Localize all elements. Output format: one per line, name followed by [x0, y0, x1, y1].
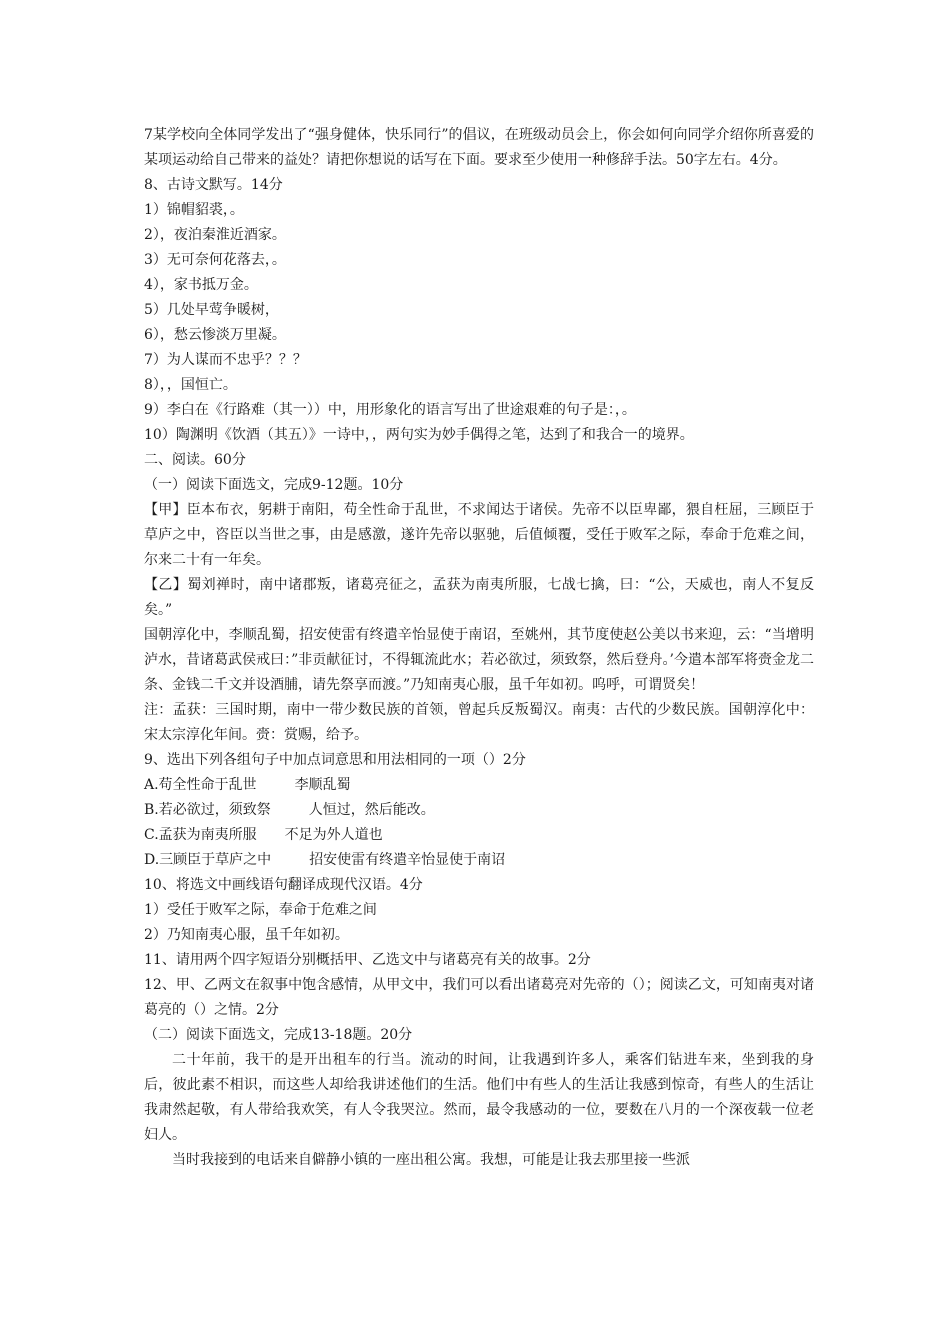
option-c: [144, 823, 814, 848]
question-10-item-2: 2）乃知南夷心服，虽千年如初。: [144, 927, 349, 943]
passage-yi-2: 国朝淳化中，李顺乱蜀，招安使雷有终遣辛怡显使于南诏，至姚州，其节度使赵公美以书来迎，云：“当增明泸水，昔诸葛武侯戒曰：”非贡献征讨，不得辄流此水；若必欲过，须致祭，然后登舟。’今遣本部军将赍金龙二条、金钱二千文并设酒脯，请先祭享而渡。”乃知南夷心服，虽千年如初。呜呼，可谓贤矣！: [144, 627, 814, 693]
option-d-right: 招安使雷有终遣辛怡显使于南诏: [309, 852, 506, 868]
question-12: 12、甲、乙两文在叙事中饱含感情，从甲文中，我们可以看出诸葛亮对先帝的（）；阅读乙文，可知南夷对诸葛亮的（）之情。2分: [144, 977, 814, 1018]
question-8-title: 8、古诗文默写。14分: [144, 177, 283, 193]
poem-item-4: 4），家书抵万金。: [144, 277, 258, 293]
poem-item-5: 5）几处早莺争暖树，: [144, 302, 279, 318]
poem-item-2: 2），夜泊秦淮近酒家。: [144, 227, 286, 243]
option-c-left: C.孟获为南夷所服: [144, 827, 257, 843]
question-10-item-1: 1）受任于败军之际，奉命于危难之间: [144, 902, 377, 918]
option-b-right: 人恒过，然后能改。: [308, 802, 435, 818]
poem-item-6: 6），愁云惨淡万里凝。: [144, 327, 286, 343]
poem-item-9: 9）李白在《行路难（其一））中，用形象化的语言写出了世途艰难的句子是：，。: [144, 402, 636, 418]
passage-yi-1: 【乙】蜀刘禅时，南中诸郡叛，诸葛亮征之，孟获为南夷所服，七战七擒，曰：“公，天威也，南人不复反矣。”: [144, 577, 814, 618]
part-2-title: （二）阅读下面选文，完成13-18题。20分: [144, 1027, 413, 1043]
question-7: 7某学校向全体同学发出了“强身健体，快乐同行”的倡议，在班级动员会上，你会如何向同学介绍你所喜爱的某项运动给自己带来的益处？请把你想说的话写在下面。要求至少使用一种修辞手法。50字左右。4分。: [144, 127, 814, 168]
option-a-left: A.苟全性命于乱世: [144, 777, 257, 793]
part-1-title: （一）阅读下面选文，完成9-12题。10分: [144, 477, 404, 493]
option-b-left: B.若必欲过，须致祭: [144, 802, 271, 818]
poem-item-8: 8），，国恒亡。: [144, 377, 237, 393]
document-page: [144, 123, 814, 1173]
passage-jia: 【甲】臣本布衣，躬耕于南阳，苟全性命于乱世，不求闻达于诸侯。先帝不以臣卑鄙，猥自枉屈，三顾臣于草庐之中，咨臣以当世之事，由是感激，遂许先帝以驱驰，后值倾覆，受任于败军之际，奉命于危难之间，尔来二十有一年矣。: [144, 502, 814, 568]
option-c-right: 不足为外人道也: [284, 827, 383, 843]
poem-item-10: 10）陶渊明《饮酒（其五）》一诗中，，两句实为妙手偶得之笔，达到了和我合一的境界。: [144, 427, 694, 443]
story-paragraph-1: 二十年前，我干的是开出租车的行当。流动的时间，让我遇到许多人，乘客们钻进车来，坐到我的身后，彼此素不相识，而这些人却给我讲述他们的生活。他们中有些人的生活让我感到惊奇，有些人的生活让我肃然起敬，有人带给我欢笑，有人令我哭泣。然而，最令我感动的一位，要数在八月的一个深夜载一位老妇人。: [144, 1052, 814, 1143]
poem-item-3: 3）无可奈何花落去，。: [144, 252, 286, 268]
poem-item-7: 7）为人谋而不忠乎？？？: [144, 352, 307, 368]
story-paragraph-2: 当时我接到的电话来自僻静小镇的一座出租公寓。我想，可能是让我去那里接一些派: [172, 1152, 690, 1168]
annotation-note: 注：孟获：三国时期，南中一带少数民族的首领，曾起兵反叛蜀汉。南夷：古代的少数民族。国朝淳化中：宋太宗淳化年间。赍：赏赐，给予。: [144, 702, 814, 743]
option-a: [144, 773, 814, 798]
option-a-right: 李顺乱蜀: [294, 777, 351, 793]
option-b: [144, 798, 814, 823]
question-11: 11、请用两个四字短语分别概括甲、乙选文中与诸葛亮有关的故事。2分: [144, 952, 591, 968]
question-10: 10、将选文中画线语句翻译成现代汉语。4分: [144, 877, 423, 893]
option-d-left: D.三顾臣于草庐之中: [144, 852, 272, 868]
option-d: [144, 848, 814, 873]
poem-item-1: 1）锦帽貂裘，。: [144, 202, 244, 218]
section-2-heading: 二、阅读。60分: [144, 452, 246, 468]
question-9: 9、选出下列各组句子中加点词意思和用法相同的一项（）2分: [144, 752, 526, 768]
